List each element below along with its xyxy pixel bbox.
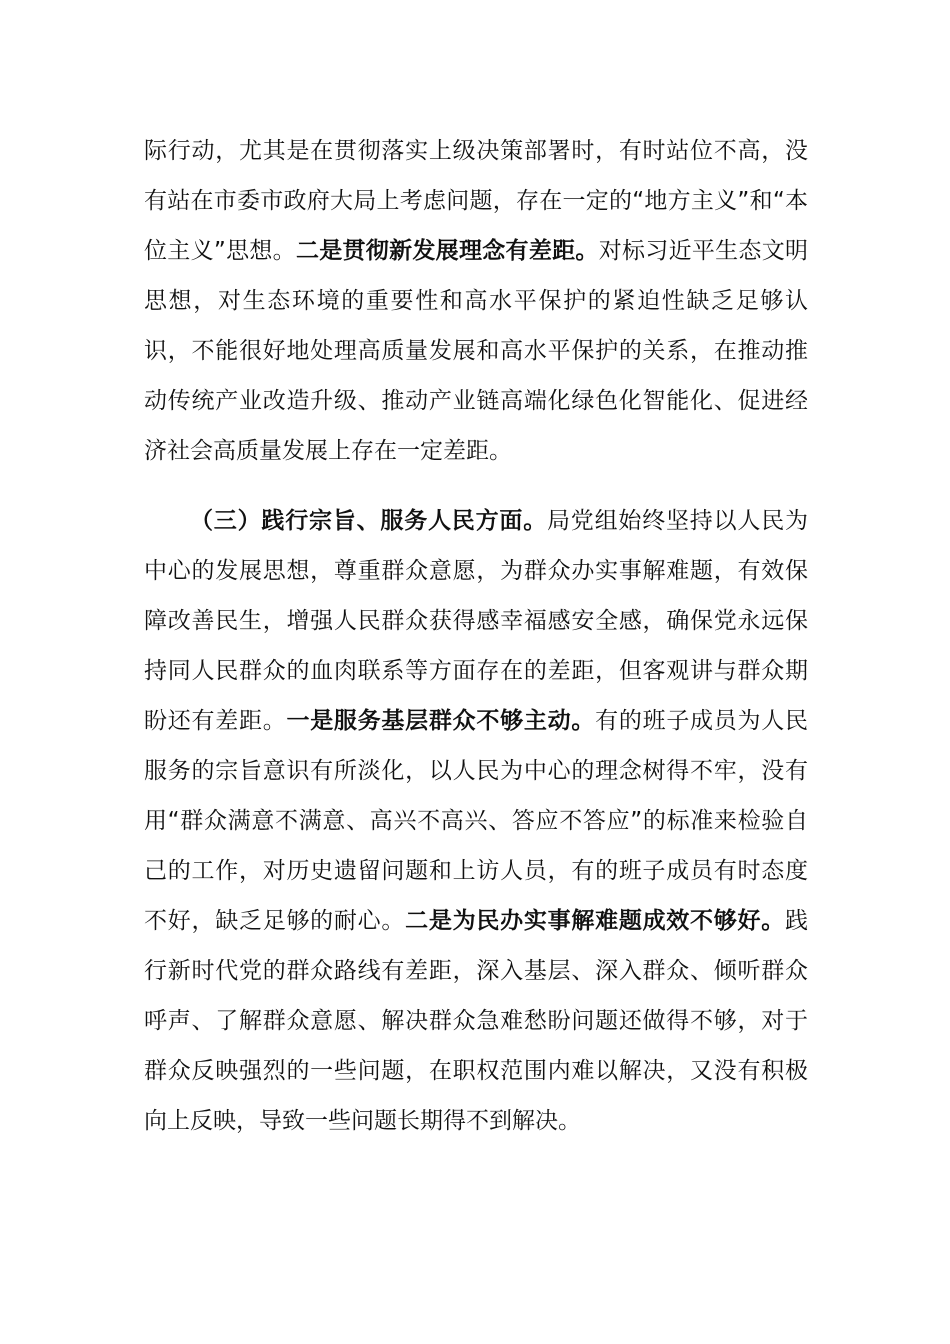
paragraph-1-text: 际行动，尤其是在贯彻落实上级决策部署时，有时站位不高，没有站在市委市政府大局上考虑问题，存在一定的“地方主义”和“本位主义”思想。 xyxy=(144,138,808,264)
paragraph-1-text-2: 对标习近平生态文明思想，对生态环境的重要性和高水平保护的紧迫性缺乏足够认识，不能很好地处理高质量发展和高水平保护的关系，在推动推动传统产业改造升级、推动产业链高端化绿色化智能化、促进经济社会高质量发展上存在一定差距。 xyxy=(144,238,809,464)
paragraph-2-text-3: 践行新时代党的群众路线有差距，深入基层、深入群众、倾听群众呼声、了解群众意愿、解决群众急难愁盼问题还做得不够，对于群众反映强烈的一些问题，在职权范围内难以解决，又没有积极向上反映，导致一些问题长期得不到解决。 xyxy=(144,908,809,1134)
paragraph-1 xyxy=(144,126,808,476)
section-heading: （三）践行宗旨、服务人民方面。 xyxy=(190,508,547,534)
paragraph-2-text: 局党组始终坚持以人民为中心的发展思想，尊重群众意愿，为群众办实事解难题，有效保障改善民生，增强人民群众获得感幸福感安全感，确保党永远保持同人民群众的血肉联系等方面存在的差距，但客观讲与群众期盼还有差距。 xyxy=(144,508,809,734)
paragraph-2-bold-point-1: 一是服务基层群众不够主动。 xyxy=(286,708,596,734)
paragraph-1-bold-heading: 二是贯彻新发展理念有差距。 xyxy=(295,238,599,264)
document-body xyxy=(144,126,808,1146)
paragraph-2-text-2: 有的班子成员为人民服务的宗旨意识有所淡化，以人民为中心的理念树得不牢，没有用“群众满意不满意、高兴不高兴、答应不答应”的标准来检验自己的工作，对历史遗留问题和上访人员，有的班子成员有时态度不好，缺乏足够的耐心。 xyxy=(144,708,809,934)
paragraph-2 xyxy=(144,496,808,1146)
paragraph-2-bold-point-2: 二是为民办实事解难题成效不够好。 xyxy=(405,908,786,934)
